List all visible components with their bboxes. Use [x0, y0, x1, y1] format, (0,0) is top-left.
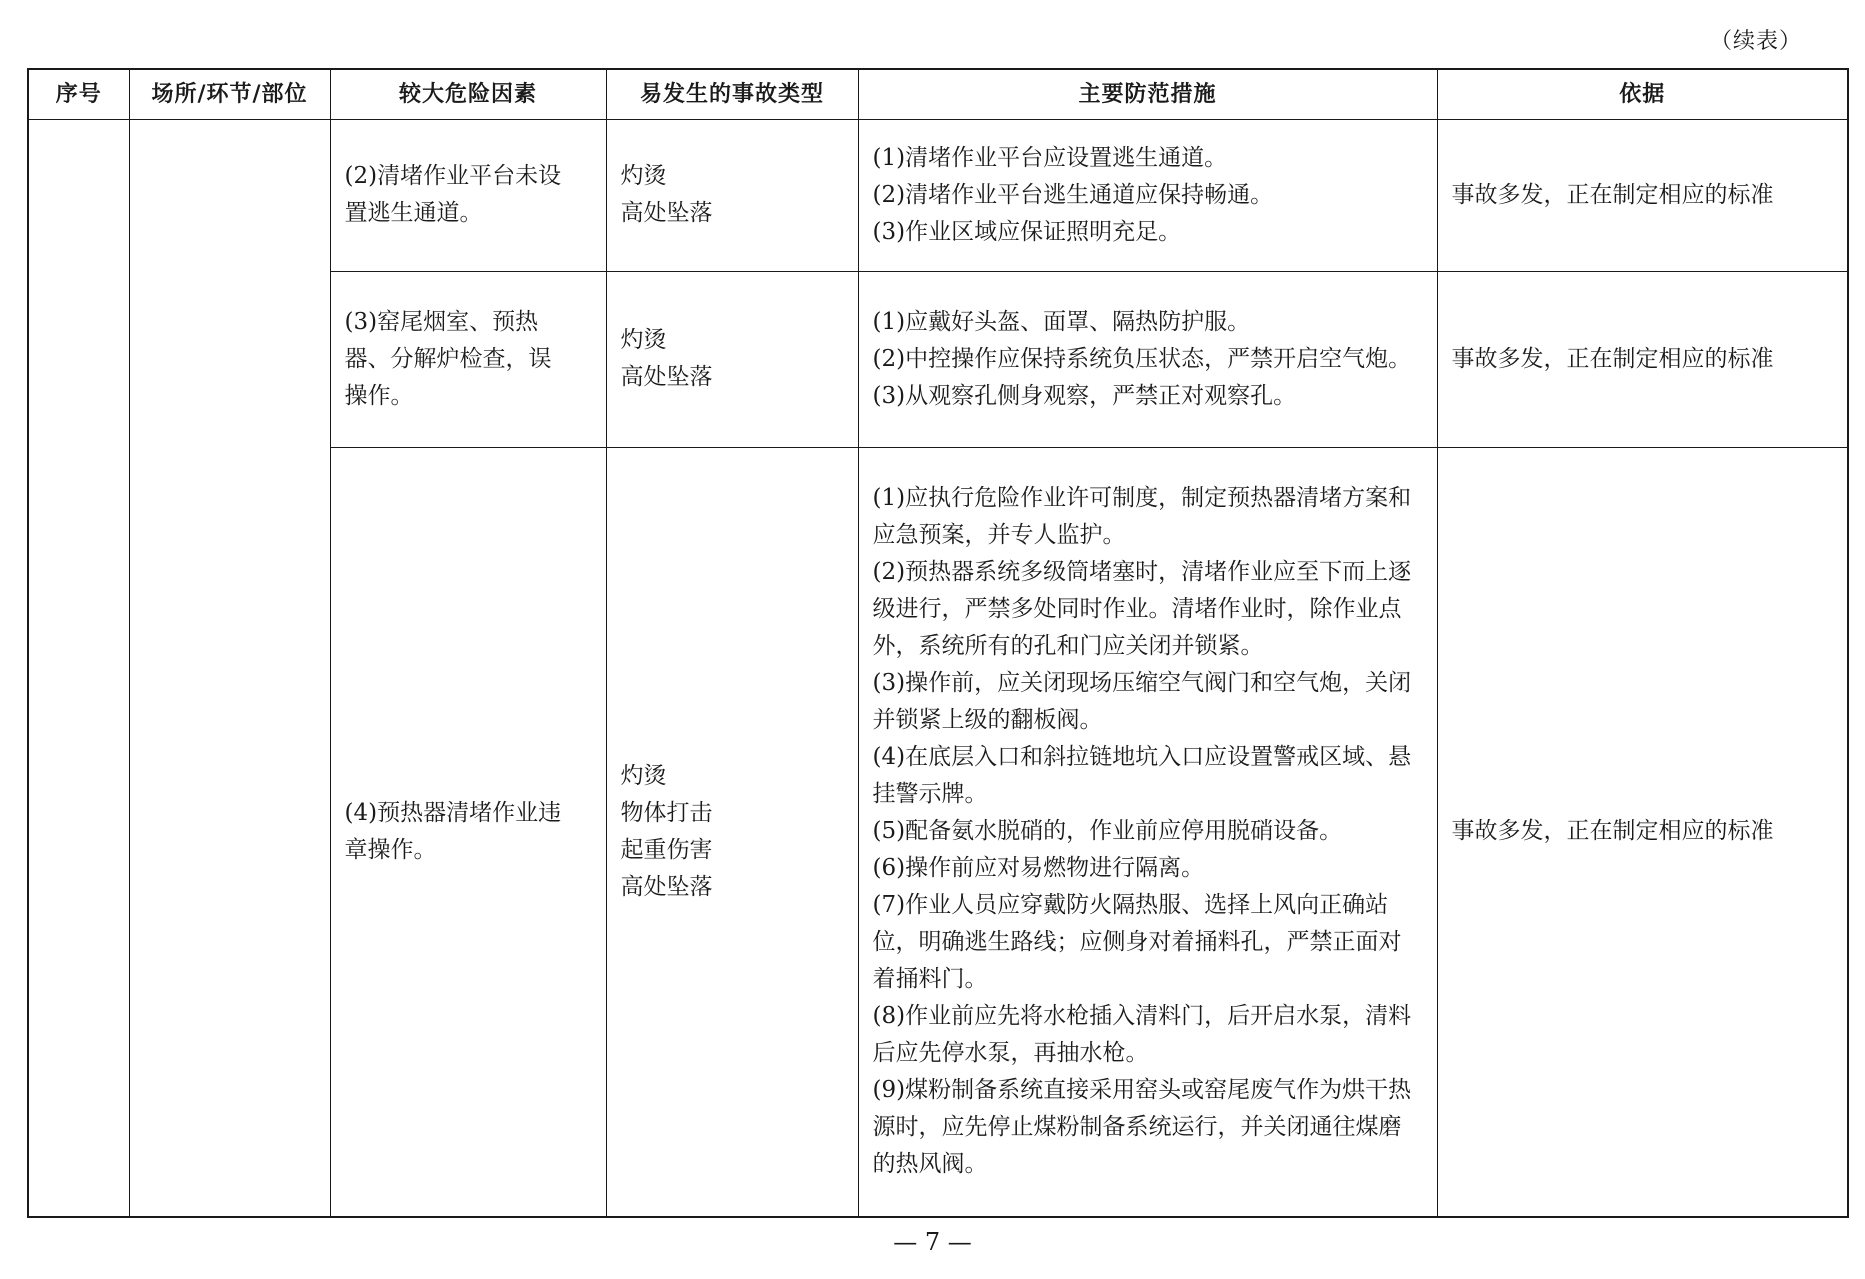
table-row — [28, 119, 1848, 271]
header-location: 场所/环节/部位 — [129, 69, 330, 119]
hazard-table — [27, 68, 1849, 1218]
header-measures: 主要防范措施 — [858, 69, 1437, 119]
basis-cell: 事故多发，正在制定相应的标准 — [1437, 119, 1848, 271]
measures-cell: (1)应执行危险作业许可制度，制定预热器清堵方案和应急预案，并专人监护。 (2)预热器系统多级筒堵塞时，清堵作业应至下而上逐级进行，严禁多处同时作业。清堵作业时，除作业点外，系统所有的孔和门应关闭并锁紧。 (3)操作前，应关闭现场压缩空气阀门和空气炮，关闭并锁紧上级的翻板阀。 (4)在底层入口和斜拉链地坑入口应设置警戒区域、悬挂警示牌。 (5)配备氨水脱硝的，作业前应停用脱硝设备。 (6)操作前应对易燃物进行隔离。 (7)作业人员应穿戴防火隔热服、选择上风向正确站位，明确逃生路线；应侧身对着捅料孔，严禁正面对着捅料门。 (8)作业前应先将水枪插入清料门，后开启水泵，清料后应先停水泵，再抽水枪。 (9)煤粉制备系统直接采用窑头或窑尾废气作为烘干热源时，应先停止煤粉制备系统运行，并关闭通往煤磨的热风阀。 — [858, 447, 1437, 1217]
hazard-cell: (3)窑尾烟室、预热 器、分解炉检查，误 操作。 — [330, 271, 606, 447]
header-basis: 依据 — [1437, 69, 1848, 119]
index-cell — [28, 119, 129, 1217]
basis-cell: 事故多发，正在制定相应的标准 — [1437, 271, 1848, 447]
location-cell — [129, 119, 330, 1217]
hazard-cell: (2)清堵作业平台未设 置逃生通道。 — [330, 119, 606, 271]
header-index: 序号 — [28, 69, 129, 119]
hazard-cell: (4)预热器清堵作业违 章操作。 — [330, 447, 606, 1217]
header-hazard: 较大危险因素 — [330, 69, 606, 119]
page-number: — 7 — — [893, 1228, 972, 1256]
measures-cell: (1)应戴好头盔、面罩、隔热防护服。 (2)中控操作应保持系统负压状态，严禁开启空气炮。 (3)从观察孔侧身观察，严禁正对观察孔。 — [858, 271, 1437, 447]
accident-type-cell: 灼烫 物体打击 起重伤害 高处坠落 — [606, 447, 858, 1217]
continued-label: （续表） — [1710, 29, 1803, 54]
accident-type-cell: 灼烫 高处坠落 — [606, 119, 858, 271]
basis-cell: 事故多发，正在制定相应的标准 — [1437, 447, 1848, 1217]
header-accident-type: 易发生的事故类型 — [606, 69, 858, 119]
table-header-row — [28, 69, 1848, 119]
measures-cell: (1)清堵作业平台应设置逃生通道。 (2)清堵作业平台逃生通道应保持畅通。 (3)作业区域应保证照明充足。 — [858, 119, 1437, 271]
accident-type-cell: 灼烫 高处坠落 — [606, 271, 858, 447]
